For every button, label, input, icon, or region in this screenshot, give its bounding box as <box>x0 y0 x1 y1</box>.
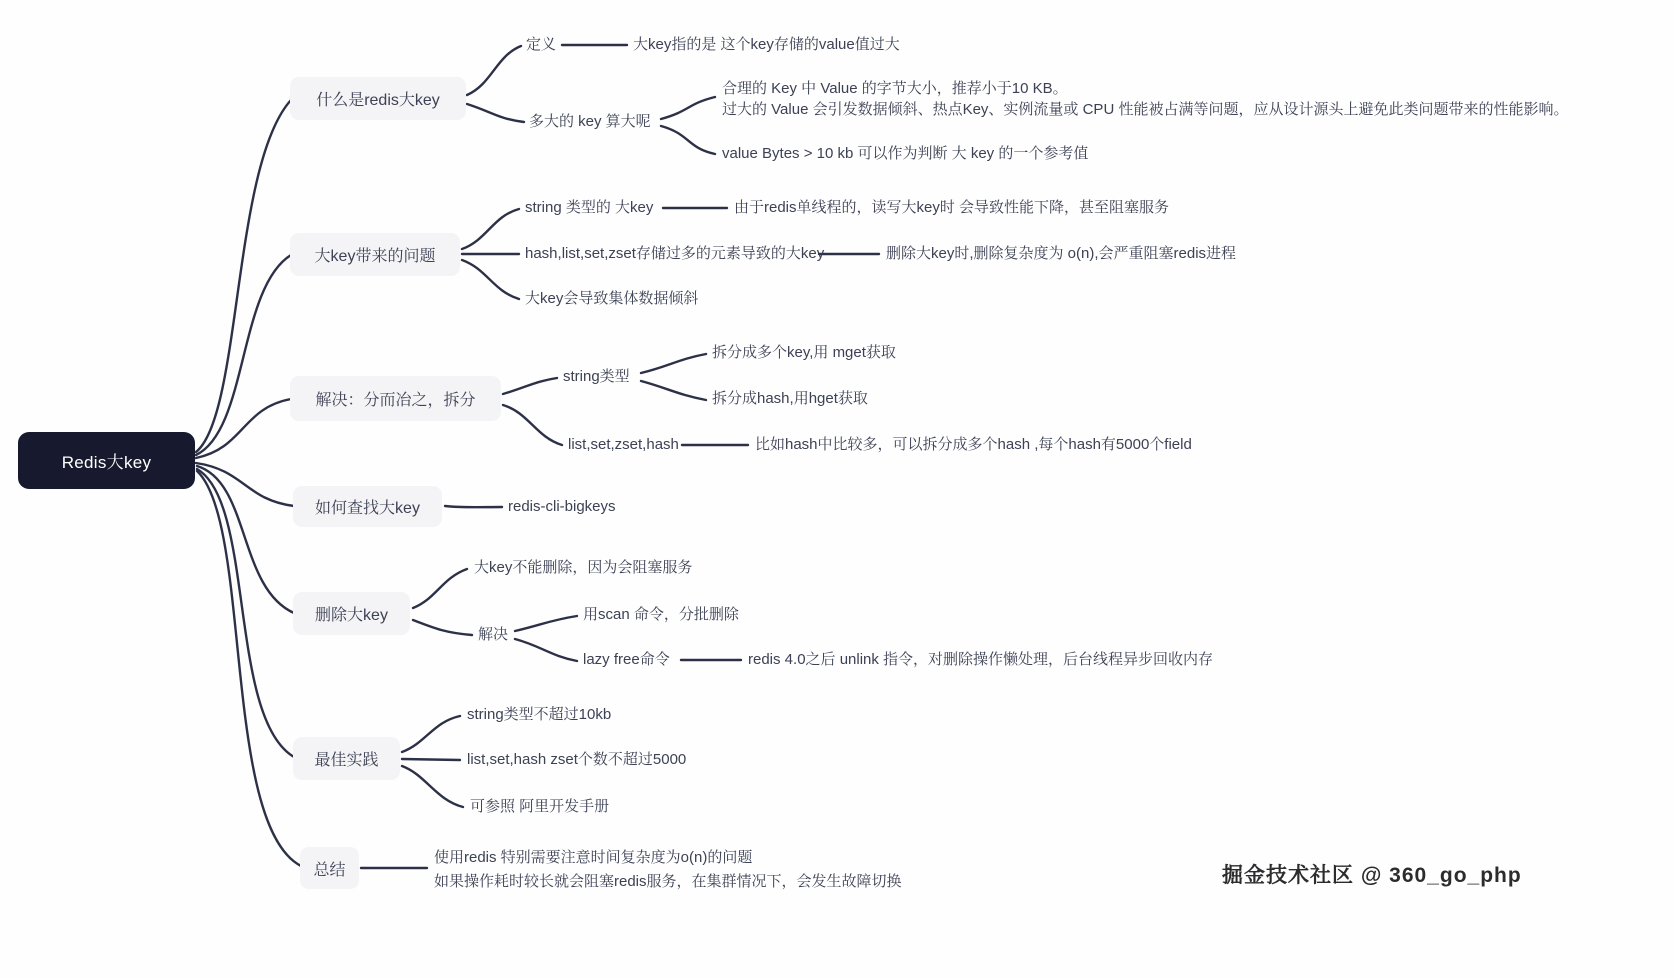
leaf-redis-cli-bigkeys: redis-cli-bigkeys <box>508 498 616 515</box>
connector-problems-skew <box>462 260 519 299</box>
leaf-string-bigkey-note: 由于redis单线程的，读写大key时 会导致性能下降，甚至阻塞服务 <box>734 199 1170 216</box>
connector-howbig-reference <box>661 126 715 154</box>
leaf-definition-note: 大key指的是 这个key存储的value值过大 <box>633 36 900 53</box>
node-what-is-redis-bigkey: 什么是redis大key <box>290 77 466 120</box>
connector-string-mget <box>641 354 706 373</box>
leaf-split-mget: 拆分成多个key,用 mget获取 <box>712 344 896 361</box>
leaf-size-guideline <box>722 78 1568 120</box>
leaf-summary-note-line1: 使用redis 特别需要注意时间复杂度为o(n)的问题 <box>434 849 753 866</box>
leaf-data-skew: 大key会导致集体数据倾斜 <box>525 290 699 307</box>
leaf-solution-collection-note: 比如hash中比较多，可以拆分成多个hash ,每个hash有5000个field <box>755 436 1192 453</box>
connector-delete-cannot <box>413 569 467 608</box>
connector-solve-lazyfree <box>515 639 577 661</box>
leaf-delete-solve: 解决 <box>478 626 509 643</box>
connector-root-delete <box>197 466 294 613</box>
connector-best-string-limit <box>402 716 460 752</box>
leaf-collection-limit: list,set,hash zset个数不超过5000 <box>467 751 687 768</box>
node-summary: 总结 <box>300 847 359 889</box>
connector-what-howbig <box>467 104 524 122</box>
leaf-collection-bigkey-note: 删除大key时,删除复杂度为 o(n),会严重阻塞redis进程 <box>886 245 1237 262</box>
leaf-size-reference: value Bytes > 10 kb 可以作为判断 大 key 的一个参考值 <box>722 145 1089 162</box>
leaf-scan-delete: 用scan 命令，分批删除 <box>583 606 739 623</box>
connector-solution-collection <box>503 405 562 445</box>
connector-best-collection-limit <box>402 759 460 760</box>
connector-howbig-guideline <box>661 97 715 119</box>
connector-best-reference <box>402 766 463 807</box>
connector-solution-string <box>503 378 557 394</box>
connector-solve-scan <box>515 616 577 631</box>
connector-root-find <box>196 463 294 506</box>
leaf-solution-string-type: string类型 <box>563 368 630 385</box>
leaf-lazy-free-note: redis 4.0之后 unlink 指令，对删除操作懒处理，后台线程异步回收内存 <box>748 651 1214 668</box>
leaf-summary-note-line2: 如果操作耗时较长就会阻塞redis服务，在集群情况下，会发生故障切换 <box>434 873 902 890</box>
connector-root-what <box>196 100 291 452</box>
leaf-summary-note <box>434 846 902 894</box>
connector-root-solution <box>196 399 291 458</box>
leaf-size-guideline-line2: 过大的 Value 会引发数据倾斜、热点Key、实例流量或 CPU 性能被占满等问题，应从设计源头上避免此类问题带来的性能影响。 <box>722 101 1569 118</box>
leaf-size-guideline-line1: 合理的 Key 中 Value 的字节大小，推荐小于10 KB。 <box>722 80 1068 97</box>
connector-string-hget <box>641 381 706 400</box>
node-best-practice: 最佳实践 <box>293 737 400 780</box>
connector-root-summary <box>197 471 301 866</box>
leaf-ali-manual-reference: 可参照 阿里开发手册 <box>470 798 610 815</box>
leaf-string-limit: string类型不超过10kb <box>467 706 612 723</box>
node-problems: 大key带来的问题 <box>290 233 460 276</box>
leaf-collection-bigkey: hash,list,set,zset存储过多的元素导致的大key <box>525 245 825 262</box>
connector-what-definition <box>467 46 521 95</box>
node-solution-split: 解决：分而冶之，拆分 <box>290 376 501 421</box>
leaf-how-big-key: 多大的 key 算大呢 <box>529 113 651 130</box>
leaf-definition: 定义 <box>526 36 557 53</box>
leaf-string-bigkey: string 类型的 大key <box>525 199 654 216</box>
watermark-juejin: 掘金技术社区 @ 360_go_php <box>1222 864 1522 887</box>
connector-delete-solve <box>413 620 472 635</box>
leaf-lazy-free: lazy free命令 <box>583 651 670 668</box>
connector-root-best-practice <box>197 469 294 757</box>
leaf-split-hget: 拆分成hash,用hget获取 <box>712 390 868 407</box>
connector-problems-string <box>462 209 519 249</box>
connector-root-problems <box>196 255 291 455</box>
node-root-redis-bigkey: Redis大key <box>18 432 195 489</box>
node-delete-bigkey: 删除大key <box>293 592 410 635</box>
leaf-solution-collection-type: list,set,zset,hash <box>568 436 679 453</box>
node-how-to-find: 如何查找大key <box>293 486 442 527</box>
leaf-cannot-delete: 大key不能删除，因为会阻塞服务 <box>474 559 693 576</box>
connector-find-note <box>445 506 502 507</box>
